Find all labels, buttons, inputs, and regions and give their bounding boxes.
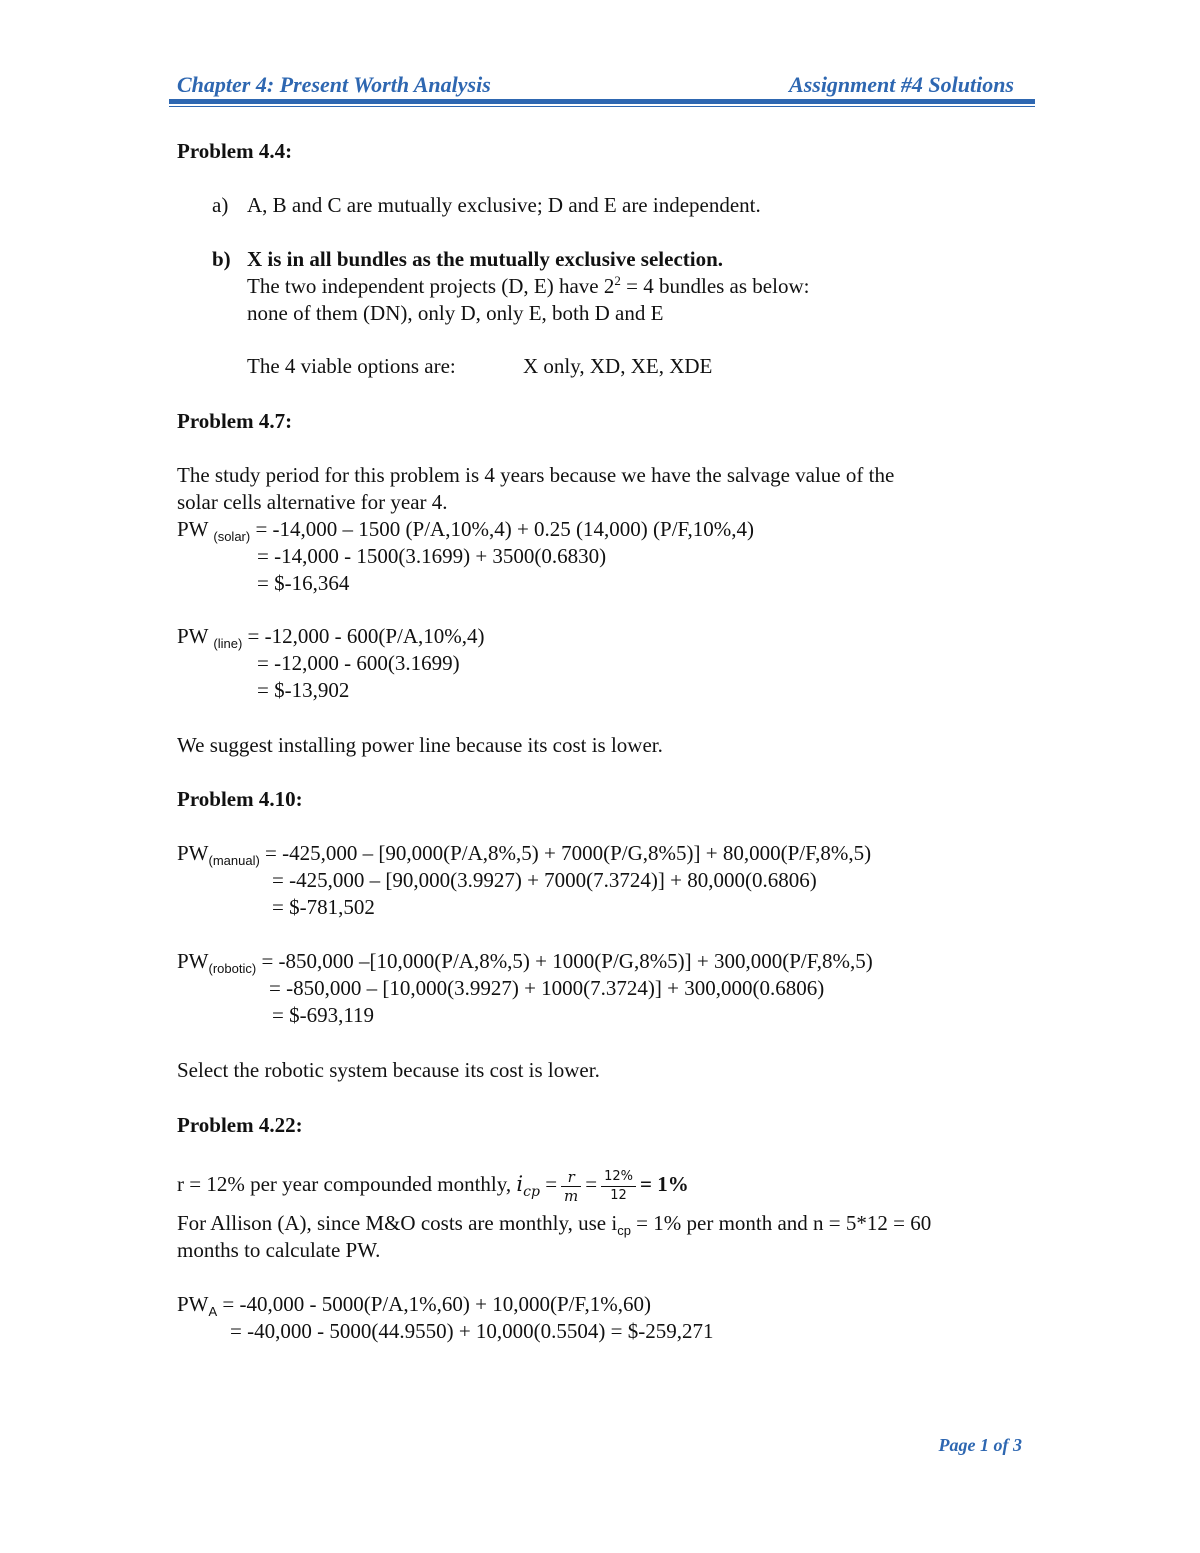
p410-manual-eq3: = $-781,502: [272, 895, 375, 919]
rate-text: r = 12% per year compounded monthly,: [177, 1172, 512, 1196]
p47-solar-eq1: [177, 516, 754, 545]
p422-allison-line1: [177, 1210, 931, 1239]
p47-line-eq3: = $-13,902: [257, 678, 350, 702]
pw-robotic-subscript: (robotic): [208, 961, 257, 976]
manual-eq1-text: = -425,000 – [90,000(P/A,8%,5) + 7000(P/G,8%5)] + 80,000(P/F,8%,5): [259, 841, 872, 865]
p47-line2: solar cells alternative for year 4.: [177, 490, 448, 514]
p44-b-line2-sup: 2: [614, 273, 621, 288]
i-symbol: i: [516, 1172, 524, 1196]
chapter-title: Chapter 4: Present Worth Analysis: [177, 72, 491, 97]
p44-b-line2-pre: The two independent projects (D, E) have 2: [247, 274, 615, 298]
pw-line-subscript: (line): [213, 636, 243, 651]
p47-line1: The study period for this problem is 4 years because we have the salvage value of the: [177, 463, 895, 487]
p47-solar-eq3: = $-16,364: [257, 571, 350, 595]
line-eq1-text: = -12,000 - 600(P/A,10%,4): [242, 624, 485, 648]
header-rule-thin: [169, 106, 1035, 107]
p410-robotic-eq3: = $-693,119: [272, 1003, 375, 1027]
header-rule-thick: [169, 99, 1035, 104]
p410-conclusion: Select the robotic system because its cost is lower.: [177, 1058, 600, 1082]
pw-label: PW: [177, 1292, 209, 1316]
fraction-numerator-12pct: 12%: [601, 1168, 636, 1187]
p44-b-marker: b): [212, 247, 231, 271]
pwa-eq1-text: = -40,000 - 5000(P/A,1%,60) + 10,000(P/F,1%,60): [217, 1292, 651, 1316]
p422-pwa-eq2: = -40,000 - 5000(44.9550) + 10,000(0.5504) = $-259,271: [230, 1319, 714, 1343]
p44-options-label: The 4 viable options are:: [247, 354, 456, 378]
p44-b-line3: none of them (DN), only D, only E, both D and E: [247, 301, 664, 325]
pw-label: PW: [177, 841, 209, 865]
fraction-denominator-12: 12: [610, 1187, 627, 1203]
fraction-r-over-m: [561, 1168, 581, 1205]
pw-label: PW: [177, 517, 209, 541]
p44-a-text: A, B and C are mutually exclusive; D and E are independent.: [247, 193, 761, 217]
p410-manual-eq1: [177, 840, 871, 869]
problem-4-7-heading: Problem 4.7:: [177, 409, 293, 433]
p47-solar-eq2: = -14,000 - 1500(3.1699) + 3500(0.6830): [257, 544, 607, 568]
p410-manual-eq2: = -425,000 – [90,000(3.9927) + 7000(7.3724)] + 80,000(0.6806): [272, 868, 817, 892]
problem-4-10-heading: Problem 4.10:: [177, 787, 303, 811]
p47-conclusion: We suggest installing power line because its cost is lower.: [177, 733, 663, 757]
pw-manual-subscript: (manual): [208, 853, 260, 868]
cp-subscript: cp: [523, 1184, 540, 1200]
p47-line-eq2: = -12,000 - 600(3.1699): [257, 651, 460, 675]
p44-b-bold: X is in all bundles as the mutually exclusive selection.: [247, 247, 724, 271]
p47-line-eq1: [177, 623, 485, 652]
problem-4-4-heading: Problem 4.4:: [177, 139, 293, 163]
p44-b-line2: [247, 273, 809, 302]
p410-robotic-eq2: = -850,000 – [10,000(3.9927) + 1000(7.3724)] + 300,000(0.6806): [269, 976, 825, 1000]
p422-pwa-eq1: [177, 1291, 651, 1320]
solar-eq1-text: = -14,000 – 1500 (P/A,10%,4) + 0.25 (14,000) (P/F,10%,4): [250, 517, 755, 541]
fraction-denominator-m: m: [564, 1186, 579, 1205]
assignment-title: Assignment #4 Solutions: [789, 72, 1014, 97]
p422-rate-line: [177, 1162, 689, 1206]
robotic-eq1-text: = -850,000 –[10,000(P/A,8%,5) + 1000(P/G,8%5)] + 300,000(P/F,8%,5): [256, 949, 873, 973]
p422-allison-line2: months to calculate PW.: [177, 1238, 381, 1262]
pw-label: PW: [177, 949, 209, 973]
p44-b-line2-post: = 4 bundles as below:: [620, 274, 810, 298]
equals-sign: =: [585, 1172, 598, 1196]
page-number: Page 1 of 3: [938, 1435, 1022, 1455]
p44-a-marker: a): [212, 193, 229, 217]
fraction-numerator-r: r: [561, 1168, 581, 1187]
equals-sign: =: [545, 1172, 558, 1196]
pw-label: PW: [177, 624, 209, 648]
allison-text-pre: For Allison (A), since M&O costs are monthly, use i: [177, 1211, 618, 1235]
allison-text-post: = 1% per month and n = 5*12 = 60: [630, 1211, 932, 1235]
problem-4-22-heading: Problem 4.22:: [177, 1113, 303, 1137]
pw-a-subscript: A: [208, 1304, 218, 1319]
p44-options-value: X only, XD, XE, XDE: [523, 354, 713, 378]
rate-result: = 1%: [640, 1172, 689, 1196]
allison-cp-subscript: cp: [617, 1223, 631, 1238]
p410-robotic-eq1: [177, 948, 873, 977]
fraction-12pct-over-12: [601, 1168, 636, 1205]
pw-solar-subscript: (solar): [213, 529, 251, 544]
